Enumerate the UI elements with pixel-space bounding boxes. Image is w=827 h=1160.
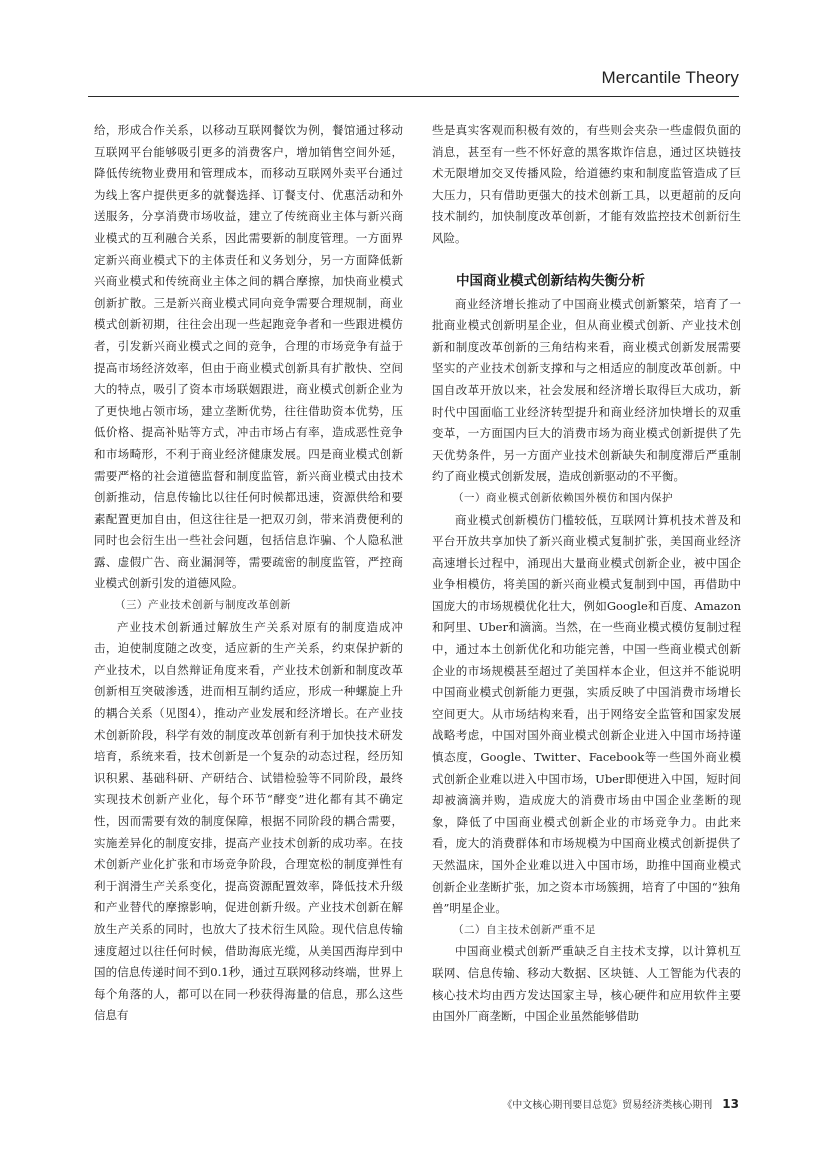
subsection-heading: （三）产业技术创新与制度改革创新: [115, 599, 291, 612]
page-footer: [502, 1096, 739, 1111]
journal-info: 《中文核心期刊要目总览》贸易经济类核心期刊: [502, 1100, 713, 1111]
header-divider: [88, 96, 739, 97]
subsection-heading: （二）自主技术创新严重不足: [453, 923, 596, 936]
body-paragraph: 中国商业模式创新严重缺乏自主技术支撑，以计算机互联网、信息传输、移动大数据、区块链、人工智能为代表的核心技术均由西方发达国家主导，核心硬件和应用软件主要由国外厂商垄断，中国企业虽然能够借助: [432, 944, 741, 1024]
page-number: 13: [722, 1097, 739, 1111]
section-heading: 中国商业模式创新结构失衡分析: [456, 272, 645, 289]
journal-title: Mercantile Theory: [601, 68, 739, 87]
body-paragraph: 商业经济增长推动了中国商业模式创新繁荣，培育了一批商业模式创新明星企业，但从商业模式创新、产业技术创新和制度改革创新的三角结构来看，商业模式创新发展需要坚实的产业技术创新支撑和与之相适应的制度改革创新。中国自改革开放以来，社会发展和经济增长取得巨大成功，新时代中国面临工业经济转型提升和商业经济加快增长的双重变革，一方面国内巨大的消费市场为商业模式创新提供了先天优势条件，另一方面产业技术创新缺失和制度滞后严重制约了商业模式创新发展，造成创新驱动的不平衡。: [432, 296, 741, 484]
subsection-heading: （一）商业模式创新依赖国外模仿和国内保护: [453, 491, 673, 504]
left-column: [94, 120, 403, 1027]
body-paragraph: 商业模式创新模仿门槛较低，互联网计算机技术普及和平台开放共享加快了新兴商业模式复制扩张，美国商业经济高速增长过程中，涌现出大量商业模式创新企业，被中国企业争相模仿，将美国的新兴商业模式复制到中国，再借助中国庞大的市场规模优化壮大，例如Google和百度、Amazon和阿里、Uber和滴滴。当然，在一些商业模式模仿复制过程中，通过本土创新优化和功能完善，中国一些商业模式创新企业的市场规模甚至超过了美国样本企业，但这并不能说明中国商业模式创新能力更强，实质反映了中国消费市场增长空间更大。从市场结构来看，出于网络安全监管和国家发展战略考虑，中国对国外商业模式创新企业进入中国市场持谨慎态度，Google、Twitter、Facebook等一些国外商业模式创新企业难以进入中国市场，Uber即便进入中国，短时间却被滴滴并购，造成庞大的消费市场由中国企业垄断的现象，降低了中国商业模式创新企业的市场竞争力。由此来看，庞大的消费群体和市场规模为中国商业模式创新提供了天然温床，国外企业难以进入中国市场，助推中国商业模式创新企业垄断扩张，加之资本市场簇拥，培育了中国的“独角兽”明星企业。: [432, 512, 741, 916]
body-paragraph: 产业技术创新通过解放生产关系对原有的制度造成冲击，迫使制度随之改变，适应新的生产关系，约束保护新的产业技术，以自然辩证角度来看，产业技术创新和制度改革创新相互突破渗透，进而相互制约适应，形成一种螺旋上升的耦合关系（见图4），推动产业发展和经济增长。在产业技术创新阶段，科学有效的制度改革创新有利于加快技术研发培育，系统来看，技术创新是一个复杂的动态过程，经历知识积累、基础科研、产研结合、试错检验等不同阶段，最终实现技术创新产业化，每个环节“酵变”进化都有其不确定性，因而需要有效的制度保障，根据不同阶段的耦合需要，实施差异化的制度安排，提高产业技术创新的成功率。在技术创新产业化扩张和市场竞争阶段，合理宽松的制度弹性有利于润滑生产关系变化，提高资源配置效率，降低技术升级和产业替代的摩擦影响，促进创新升级。产业技术创新在解放生产关系的同时，也放大了技术衍生风险。现代信息传输速度超过以往任何时候，借助海底光缆，从美国西海岸到中国的信息传递时间不到0.1秒，通过互联网移动终端，世界上每个角落的人，都可以在同一秒获得海量的信息，那么这些信息有: [94, 619, 403, 1023]
body-paragraph: 些是真实客观而积极有效的，有些则会夹杂一些虚假负面的消息，甚至有一些不怀好意的黑客欺诈信息，通过区块链技术无限增加交叉传播风险，给道德约束和制度监管造成了巨大压力，只有借助更强大的技术创新工具，以更超前的反向技术制约，加快制度改革创新，才能有效监控技术创新衍生风险。: [432, 123, 741, 245]
body-paragraph: 给，形成合作关系，以移动互联网餐饮为例，餐馆通过移动互联网平台能够吸引更多的消费客户，增加销售空间外延，降低传统物业费用和管理成本，而移动互联网外卖平台通过为线上客户提供更多的就餐选择、订餐支付、优惠活动和外送服务，分享消费市场收益，建立了传统商业主体与新兴商业模式的互利融合关系，因此需要新的制度管理。一方面界定新兴商业模式下的主体责任和义务划分，另一方面降低新兴商业模式和传统商业主体之间的耦合摩擦，加快商业模式创新扩散。三是新兴商业模式同向竞争需要合理规制，商业模式创新初期，往往会出现一些起跑竞争者和一些跟进模仿者，引发新兴商业模式之间的竞争，合理的市场竞争有益于提高市场经济效率，但由于商业模式创新具有扩散快、空间大的特点，吸引了资本市场联姻跟进，商业模式创新企业为了更快地占领市场，建立垄断优势，往往借助资本优势，压低价格、提高补贴等方式，冲击市场占有率，造成恶性竞争和市场畸形，不利于商业经济健康发展。四是商业模式创新需要严格的社会道德监督和制度监管，新兴商业模式由技术创新推动，信息传输比以往任何时候都迅速，资源供给和要素配置更加自由，但这往往是一把双刃剑，带来消费便利的同时也会衍生出一些社会问题，包括信息诈骗、个人隐私泄露、虚假广告、商业漏洞等，需要疏密的制度监管，严控商业模式创新引发的道德风险。: [94, 123, 403, 591]
right-column: [432, 120, 741, 1028]
